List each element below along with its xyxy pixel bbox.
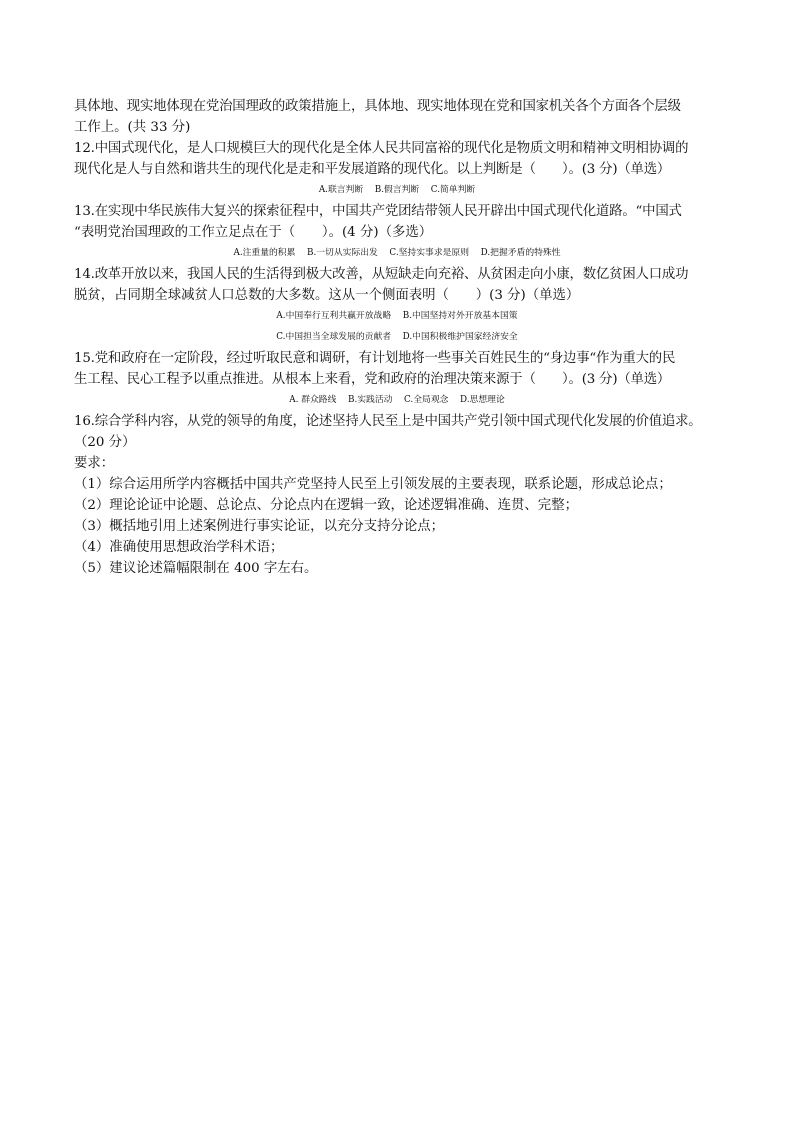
q16-requirement-5: （5）建议论述篇幅限制在 400 字左右。 (74, 561, 318, 576)
q15-stem-line-2: 生工程、民心工程予以重点推进。从根本上来看，党和政府的治理决策来源于（ ）。(3 分)（单选） (74, 372, 671, 387)
q16-stem-line-2: （20 分） (74, 435, 136, 450)
q14-stem-line-2: 脱贫，占同期全球减贫人口总数的大多数。这从一个侧面表明（ ）(3 分)（单选） (74, 288, 580, 303)
intro-line-1: 具体地、现实地体现在党治国理政的政策措施上，具体地、现实地体现在党和国家机关各个方面各个层级 (74, 99, 681, 114)
q16-requirement-4: （4）准确使用思想政治学科术语； (74, 540, 284, 555)
q14-options-row-2: C.中国担当全球发展的贡献者 D.中国积极维护国家经济安全 (276, 332, 518, 342)
q16-requirements-title: 要求： (74, 456, 115, 471)
q16-stem-line-1: 16.综合学科内容，从党的领导的角度，论述坚持人民至上是中国共产党引领中国式现代化发展的价值追求。 (74, 414, 702, 429)
q13-stem-line-1: 13.在实现中华民族伟大复兴的探索征程中，中国共产党团结带领人民开辟出中国式现代化道路。“中国式 (74, 204, 682, 219)
q13-options: A.注重量的积累 B.一切从实际出发 C.坚持实事求是原则 D.把握矛盾的特殊性 (233, 248, 561, 258)
q12-options: A.联言判断 B.假言判断 C.简单判断 (318, 185, 476, 195)
q15-stem-line-1: 15.党和政府在一定阶段，经过听取民意和调研，有计划地将一些事关百姓民生的“身边事“作为重大的民 (74, 351, 676, 366)
q12-stem-line-2: 现代化是人与自然和谐共生的现代化是走和平发展道路的现代化。以上判断是（ ）。(3 分)（单选） (74, 162, 671, 177)
q16-requirement-1: （1）综合运用所学内容概括中国共产党坚持人民至上引领发展的主要表现，联系论题，形成总论点； (74, 477, 672, 492)
q16-requirement-2: （2）理论论证中论题、总论点、分论点内在逻辑一致，论述逻辑准确、连贯、完整； (74, 498, 578, 513)
q12-stem-line-1: 12.中国式现代化，是人口规模巨大的现代化是全体人民共同富裕的现代化是物质文明和精神文明相协调的 (74, 141, 689, 156)
q15-options: A. 群众路线 B.实践活动 C.全局观念 D.思想理论 (289, 395, 505, 405)
intro-line-2: 工作上。(共 33 分) (74, 120, 191, 135)
q14-options-row-1: A.中国奉行互利共赢开放战略 B.中国坚持对外开放基本国策 (276, 311, 518, 321)
q13-stem-line-2: “表明党治国理政的工作立足点在于（ ）。(4 分)（多选） (74, 225, 433, 240)
q14-stem-line-1: 14.改革开放以来，我国人民的生活得到极大改善，从短缺走向充裕、从贫困走向小康，数亿贫困人口成功 (74, 267, 689, 282)
q16-requirement-3: （3）概括地引用上述案例进行事实论证，以充分支持分论点； (74, 519, 445, 534)
